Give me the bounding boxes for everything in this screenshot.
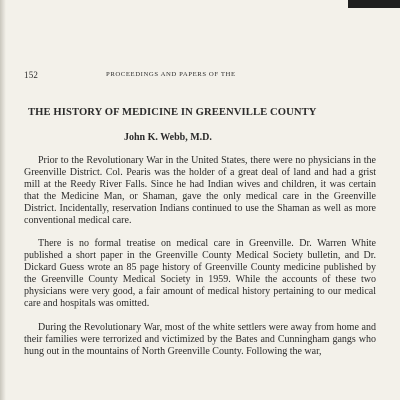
page-number: 152 — [24, 70, 39, 80]
paragraph-1: Prior to the Revolutionary War in the United States, there were no physicians in the Greenville District. Col. Pearis was the holder of a great deal of land and had a grist mill at the Reedy River Falls. Since he had Indian wives and children, it was certain that the Medicine Man, or Shaman, gave the only medical care in the Greenville District. Incidentally, reservation Indians continued to use the Shaman as well as more conventional medical care. — [24, 155, 376, 226]
article-body — [24, 155, 376, 370]
page-header — [24, 70, 374, 84]
paragraph-3: During the Revolutionary War, most of the white settlers were away from home and their families were terrorized and victimized by the Bates and Cunningham gangs who hung out in the mountains of North Greenville County. Following the war, — [24, 321, 376, 357]
article-title: THE HISTORY OF MEDICINE IN GREENVILLE COUNTY — [28, 107, 317, 118]
article-author: John K. Webb, M.D. — [124, 132, 212, 143]
paragraph-2: There is no formal treatise on medical care in Greenville. Dr. Warren White published a short paper in the Greenville County Medical Society bulletin, and Dr. Dickard Guess wrote an 85 page history of Greenville County medicine published by the Greenville County Medical Society in 1959. While the accounts of these two physicians were very good, a fair amount of medical history pertaining to our medical care and hospitals was omitted. — [24, 238, 376, 309]
running-head: PROCEEDINGS AND PAPERS OF THE — [106, 71, 236, 78]
